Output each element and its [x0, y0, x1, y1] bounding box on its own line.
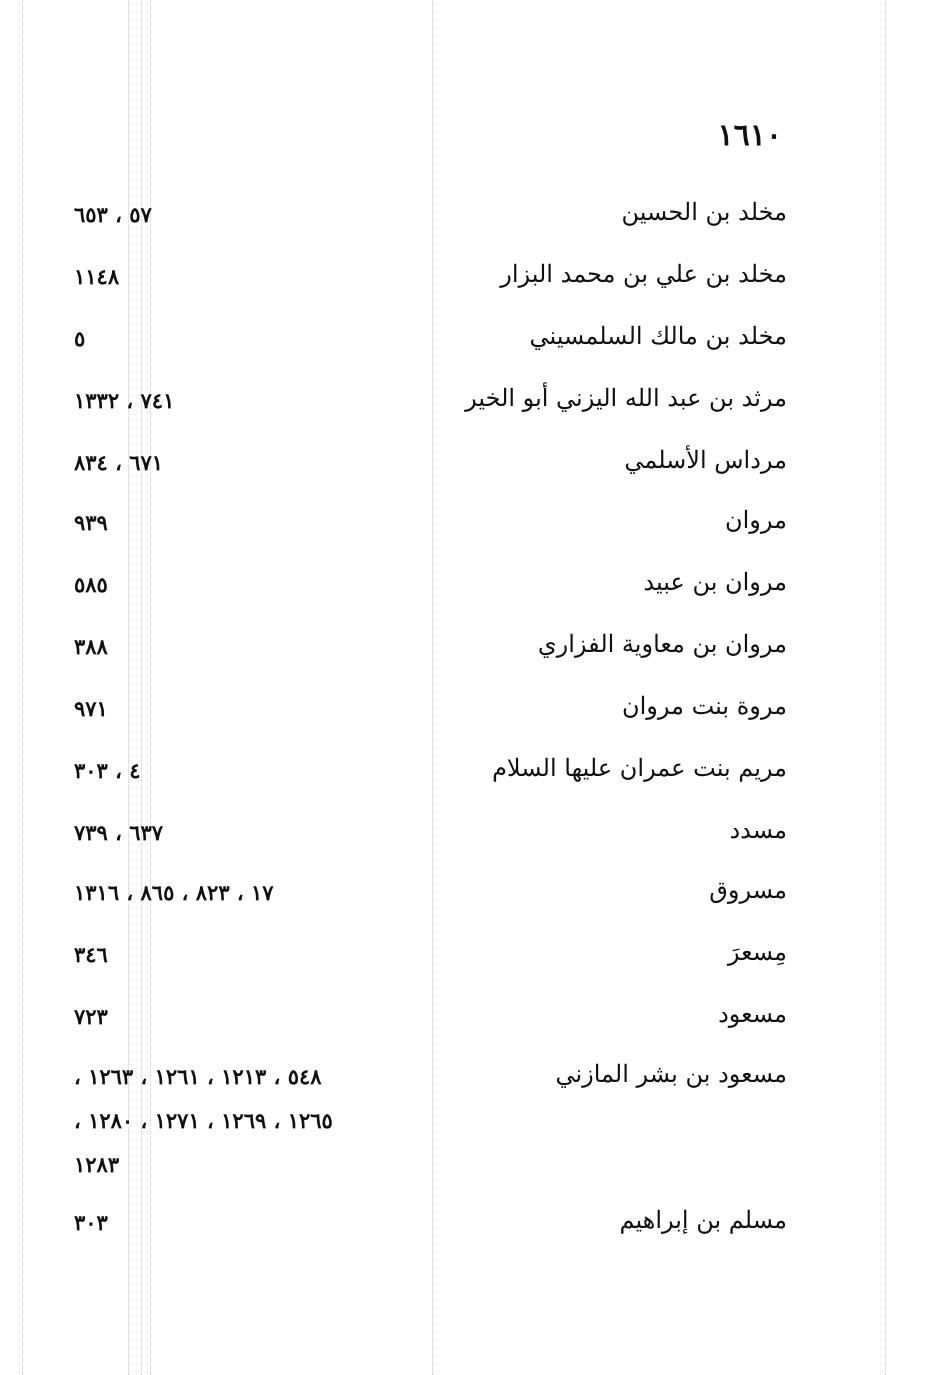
entry-name: مسلم بن إبراهيم — [619, 1206, 787, 1234]
entry-pages-line: ٩٣٩ — [74, 510, 108, 535]
entry-pages-line: ٧٤١ ، ١٣٣٢ — [74, 388, 175, 413]
entry-pages — [74, 264, 119, 308]
entry-pages — [74, 510, 108, 554]
entry-name: مسدد — [729, 816, 787, 844]
index-entry — [0, 568, 945, 608]
entry-pages-line: ٦٧١ ، ٨٣٤ — [74, 450, 164, 475]
entry-pages — [74, 820, 163, 864]
entry-name: مِسعرَ — [727, 938, 787, 966]
entry-pages — [74, 1064, 333, 1196]
entry-pages — [74, 388, 174, 432]
entry-pages — [74, 572, 108, 616]
entry-name: مسروق — [709, 876, 787, 904]
index-entry — [0, 816, 945, 856]
entry-name: مروان بن عبيد — [643, 568, 787, 596]
entry-pages-line: ٦٣٧ ، ٧٣٩ — [74, 820, 164, 845]
entry-pages-line: ١٧ ، ٨٢٣ ، ٨٦٥ ، ١٣١٦ — [74, 880, 274, 905]
entry-pages — [74, 696, 108, 740]
page-number: ١٦١٠ — [717, 118, 782, 153]
entry-name: مريم بنت عمران عليها السلام — [492, 754, 787, 782]
entry-name: مخلد بن مالك السلمسيني — [529, 322, 787, 350]
index-entry — [0, 876, 945, 916]
index-entry — [0, 1206, 945, 1246]
index-entry — [0, 938, 945, 978]
entry-pages — [74, 326, 85, 370]
entry-pages-line: ١٢٦٥ ، ١٢٦٩ ، ١٢٧١ ، ١٢٨٠ ، — [74, 1108, 333, 1133]
entry-name: مروان بن معاوية الفزاري — [537, 630, 787, 658]
index-entry — [0, 446, 945, 486]
entry-pages — [74, 942, 108, 986]
entry-name: مسعود بن بشر المازني — [555, 1060, 787, 1088]
entry-pages-line: ٩٧١ — [74, 696, 108, 721]
entry-name: مرثد بن عبد الله اليزني أبو الخير — [465, 384, 787, 412]
entry-pages — [74, 202, 152, 246]
entry-name: مروان — [725, 506, 787, 534]
entry-pages — [74, 634, 108, 678]
index-entry — [0, 384, 945, 424]
entry-pages — [74, 450, 163, 494]
entry-pages-line: ١١٤٨ — [74, 264, 120, 289]
entry-pages-line: ٥٨٥ — [74, 572, 108, 597]
entry-pages-line: ٣٤٦ — [74, 942, 108, 967]
index-entry — [0, 1000, 945, 1040]
entry-pages-line: ٥٧ ، ٦٥٣ — [74, 202, 152, 227]
entry-pages-line: ٧٢٣ — [74, 1004, 108, 1029]
index-entry — [0, 322, 945, 362]
entry-pages-line: ٥ — [74, 326, 86, 351]
entry-pages-line: ٤ ، ٣٠٣ — [74, 758, 141, 783]
index-entry — [0, 260, 945, 300]
index-entry — [0, 754, 945, 794]
entry-pages-line: ٥٤٨ ، ١٢١٣ ، ١٢٦١ ، ١٢٦٣ ، — [74, 1064, 322, 1089]
entry-pages-line: ١٢٨٣ — [74, 1152, 120, 1177]
entry-name: مروة بنت مروان — [622, 692, 787, 720]
entry-name: مرداس الأسلمي — [624, 446, 787, 474]
index-entry — [0, 692, 945, 732]
entry-name: مسعود — [718, 1000, 787, 1028]
index-entry — [0, 198, 945, 238]
entry-pages-line: ٣٨٨ — [74, 634, 108, 659]
entry-pages — [74, 758, 141, 802]
index-entry — [0, 506, 945, 546]
entry-pages — [74, 880, 274, 924]
index-entry — [0, 1060, 945, 1190]
entry-pages — [74, 1210, 108, 1254]
entry-name: مخلد بن الحسين — [621, 198, 787, 226]
entry-name: مخلد بن علي بن محمد البزار — [500, 260, 787, 288]
entry-pages — [74, 1004, 108, 1048]
index-entry — [0, 630, 945, 670]
entry-pages-line: ٣٠٣ — [74, 1210, 108, 1235]
